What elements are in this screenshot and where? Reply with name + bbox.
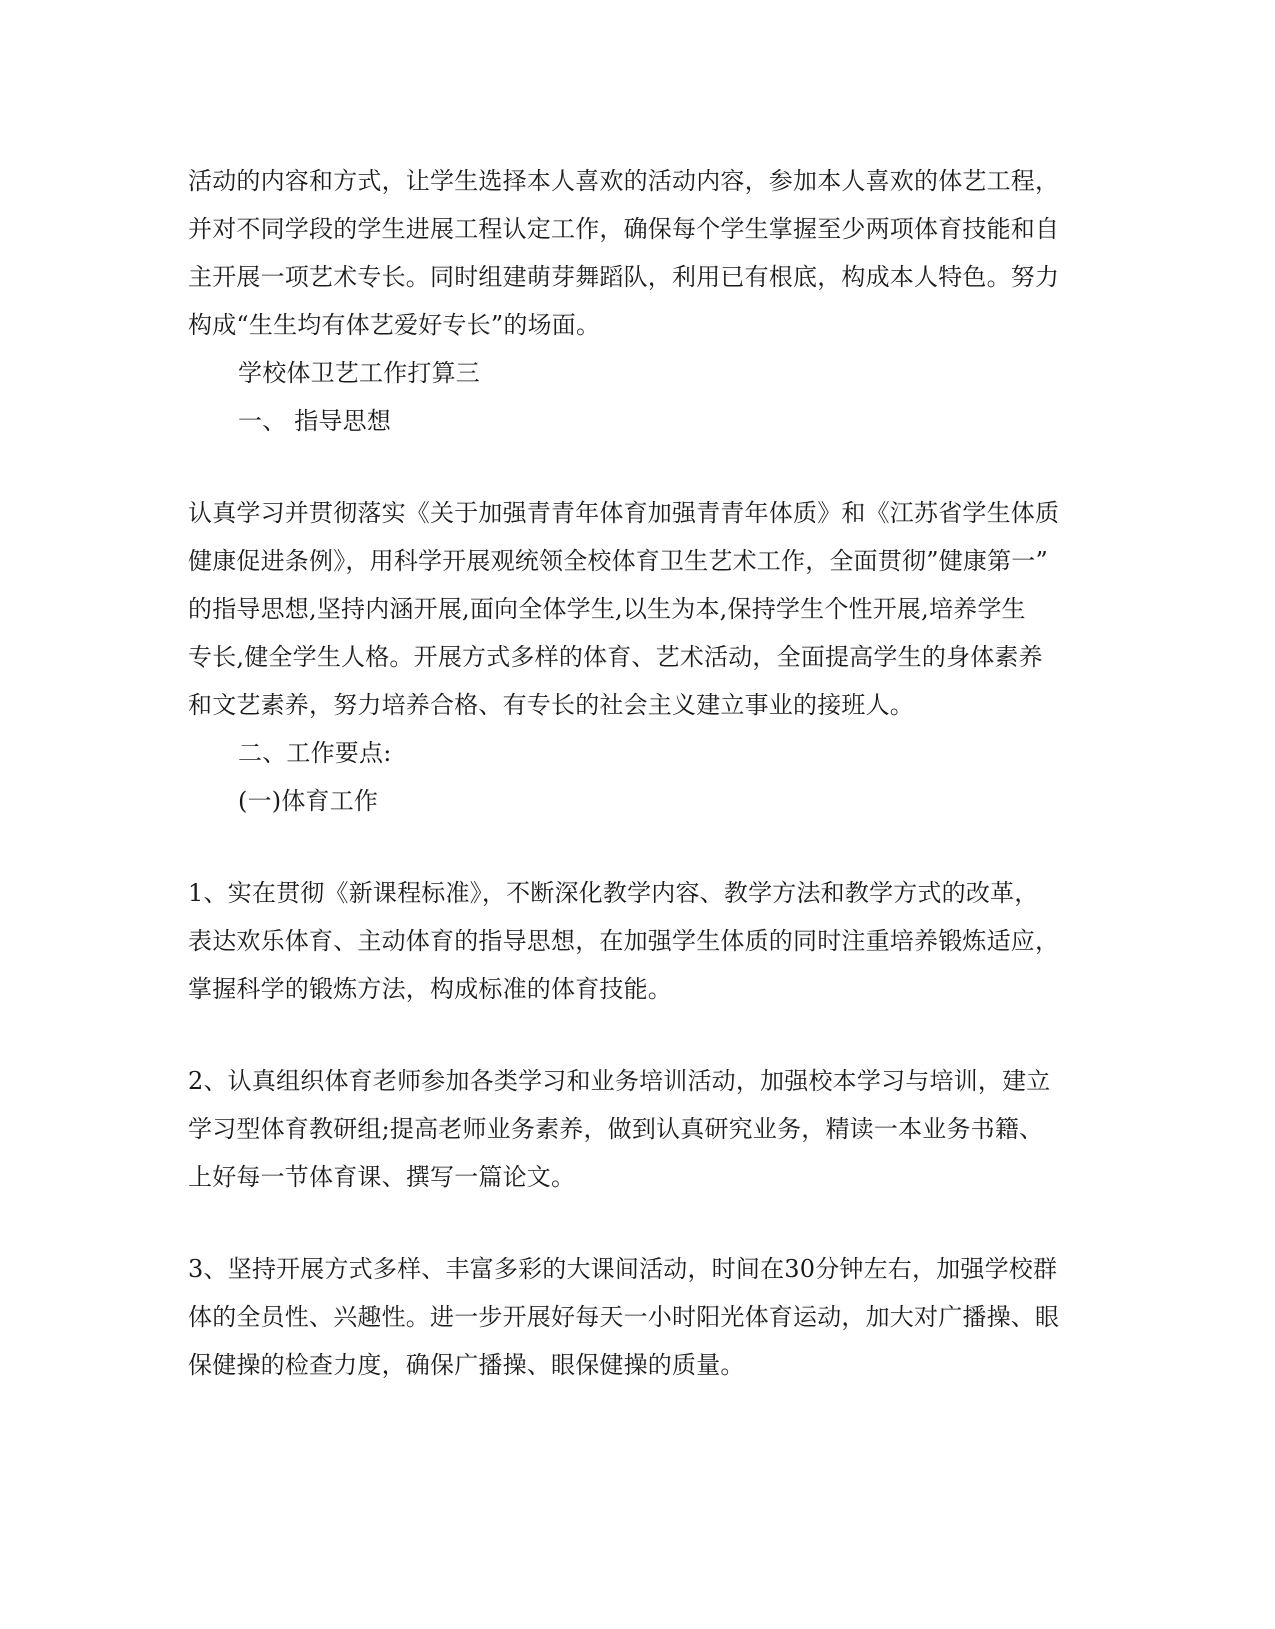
section-heading: 学校体卫艺工作打算三 bbox=[238, 359, 480, 387]
list-item-line: 表达欢乐体育、主动体育的指导思想，在加强学生体质的同时注重培养锻炼适应， bbox=[188, 927, 1060, 955]
list-item-line: 上好每一节体育课、撰写一篇论文。 bbox=[188, 1163, 576, 1191]
section-heading: 一、 指导思想 bbox=[238, 407, 392, 435]
list-item-line: 学习型体育教研组;提高老师业务素养，做到认真研究业务，精读一本业务书籍、 bbox=[188, 1115, 1044, 1143]
list-item-line: 2、认真组织体育老师参加各类学习和业务培训活动，加强校本学习与培训，建立 bbox=[188, 1067, 1051, 1095]
paragraph-line: 活动的内容和方式，让学生选择本人喜欢的活动内容，参加本人喜欢的体艺工程， bbox=[188, 167, 1060, 195]
paragraph-line: 和文艺素养，努力培养合格、有专长的社会主义建立事业的接班人。 bbox=[188, 691, 914, 719]
paragraph-line: 认真学习并贯彻落实《关于加强青青年体育加强青青年体质》和《江苏省学生体质 bbox=[188, 499, 1060, 527]
section-heading: (一)体育工作 bbox=[238, 787, 379, 815]
paragraph-line: 主开展一项艺术专长。同时组建萌芽舞蹈队，利用已有根底，构成本人特色。努力 bbox=[188, 263, 1060, 291]
paragraph-line: 专长,健全学生人格。开展方式多样的体育、艺术活动，全面提高学生的身体素养 bbox=[188, 643, 1043, 671]
list-item-line: 1、实在贯彻《新课程标准》，不断深化教学内容、教学方法和教学方式的改革， bbox=[188, 879, 1039, 907]
paragraph-line: 的指导思想,坚持内涵开展,面向全体学生,以生为本,保持学生个性开展,培养学生 bbox=[188, 595, 1026, 623]
list-item-line: 3、坚持开展方式多样、丰富多彩的大课间活动，时间在30分钟左右，加强学校群 bbox=[188, 1255, 1058, 1283]
list-item-line: 掌握科学的锻炼方法，构成标准的体育技能。 bbox=[188, 975, 672, 1003]
list-item-line: 体的全员性、兴趣性。进一步开展好每天一小时阳光体育运动，加大对广播操、眼 bbox=[188, 1303, 1060, 1331]
list-item-line: 保健操的检查力度，确保广播操、眼保健操的质量。 bbox=[188, 1351, 745, 1379]
paragraph-line: 并对不同学段的学生进展工程认定工作，确保每个学生掌握至少两项体育技能和自 bbox=[188, 215, 1060, 243]
paragraph-line: 健康促进条例》，用科学开展观统领全校体育卫生艺术工作，全面贯彻”健康第一” bbox=[188, 547, 1048, 575]
section-heading: 二、工作要点: bbox=[238, 739, 392, 767]
paragraph-line: 构成“生生均有体艺爱好专长”的场面。 bbox=[188, 311, 601, 339]
